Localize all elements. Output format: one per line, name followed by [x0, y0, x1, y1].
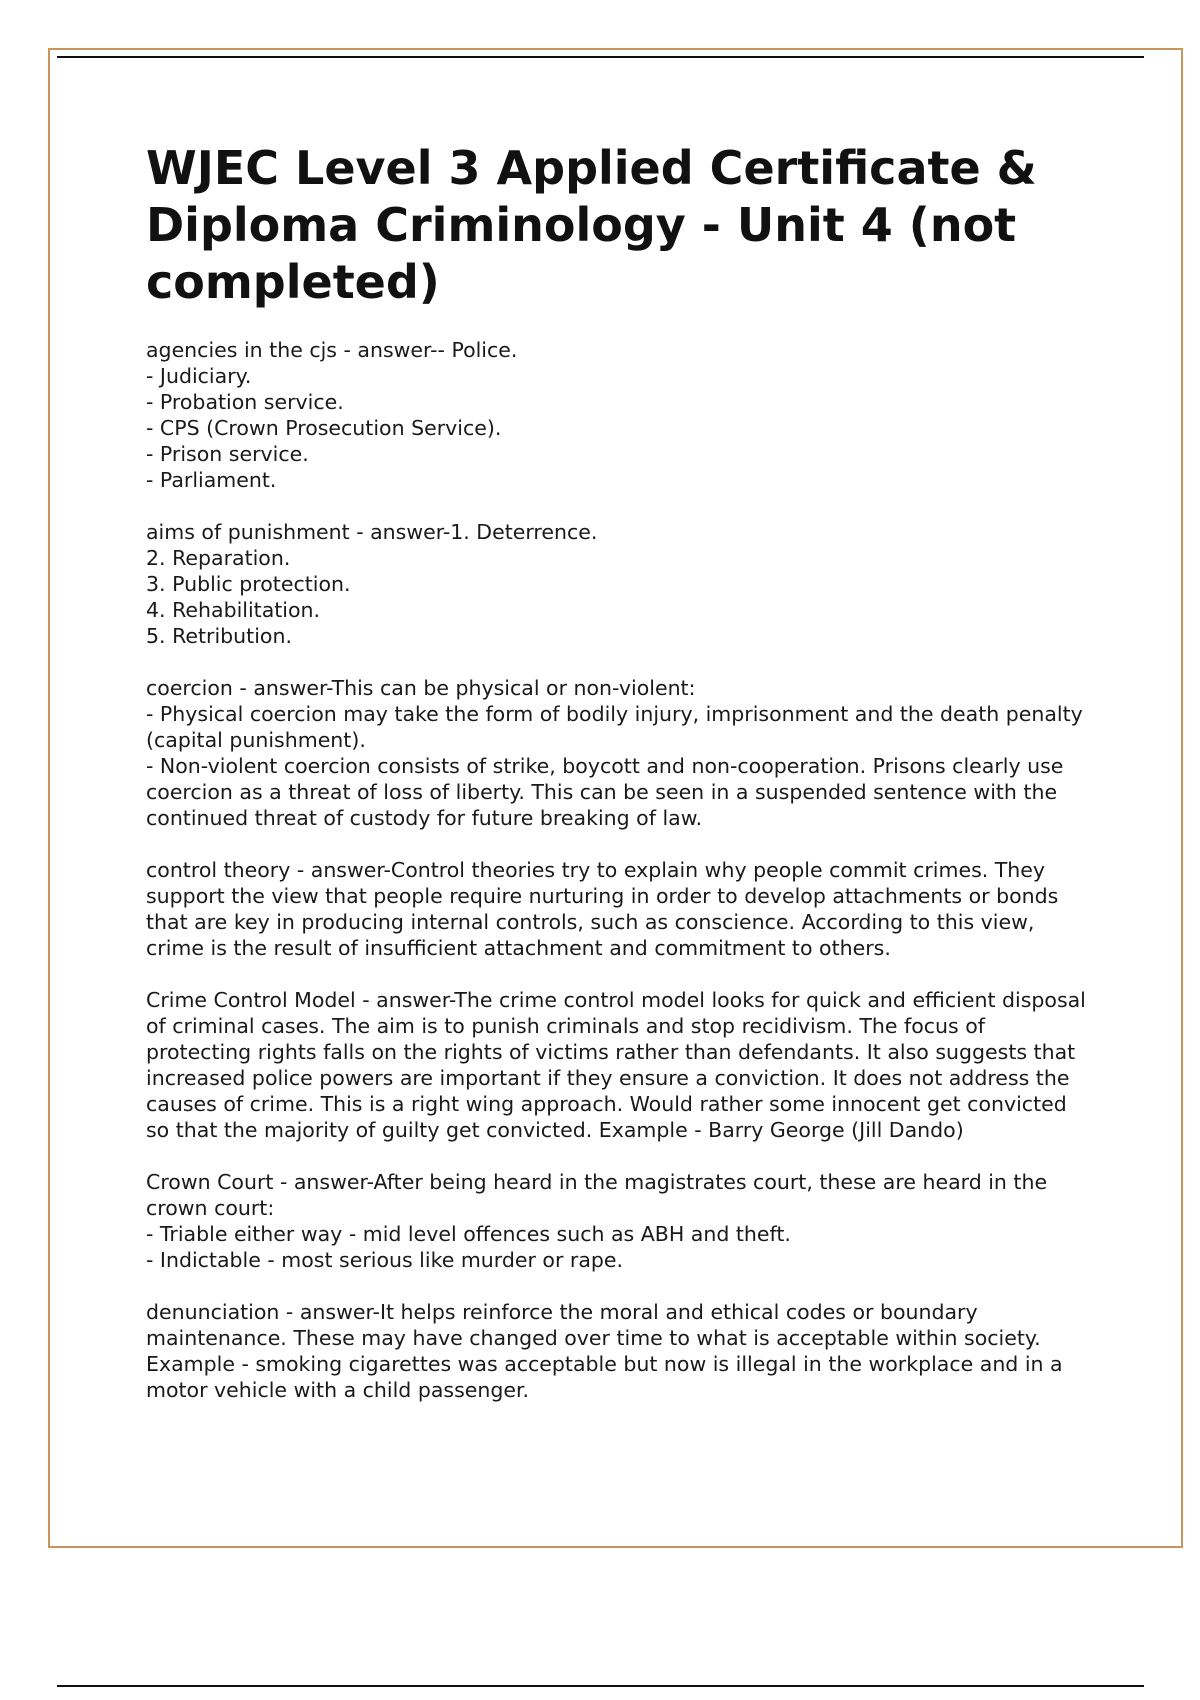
entry-line: - Parliament.: [146, 468, 277, 492]
entry-line: Crown Court - answer-After being heard in the magistrates court, these are heard in the crown court:: [146, 1170, 1054, 1220]
entry-control-theory: [146, 857, 1096, 961]
entry-line: coercion - answer-This can be physical or non-violent:: [146, 676, 696, 700]
entry-line: - Indictable - most serious like murder or rape.: [146, 1248, 624, 1272]
entry-line: aims of punishment - answer-1. Deterrence.: [146, 520, 598, 544]
entry-coercion: [146, 675, 1096, 831]
entry-line: 2. Reparation.: [146, 546, 291, 570]
entry-crime-control-model: [146, 987, 1096, 1143]
document-title: WJEC Level 3 Applied Certificate & Diploma Criminology - Unit 4 (not completed): [146, 141, 1037, 309]
entry-denunciation: [146, 1299, 1096, 1403]
bottom-divider: [57, 1685, 1144, 1687]
entry-line: - Judiciary.: [146, 364, 252, 388]
entry-line: 5. Retribution.: [146, 624, 292, 648]
entry-line: control theory - answer-Control theories try to explain why people commit crimes. They support the view that people require nurturing in order to develop attachments or bonds that are key in producing internal controls, such as conscience. According to this view, crime is the result of insufficient attachment and commitment to others.: [146, 858, 1065, 960]
document-body: [146, 140, 1096, 1429]
entry-line: 4. Rehabilitation.: [146, 598, 321, 622]
entry-crown-court: [146, 1169, 1096, 1273]
entry-aims-of-punishment: [146, 519, 1096, 649]
entry-line: 3. Public protection.: [146, 572, 351, 596]
entry-line: - Triable either way - mid level offences such as ABH and theft.: [146, 1222, 791, 1246]
entry-line: Crime Control Model - answer-The crime control model looks for quick and efficient disposal of criminal cases. The aim is to punish criminals and stop recidivism. The focus of protecting rights falls on the rights of victims rather than defendants. It also suggests that increased police powers are important if they ensure a conviction. It does not address the causes of crime. This is a right wing approach. Would rather some innocent get convicted so that the majority of guilty get convicted. Example - Barry George (Jill Dando): [146, 988, 1093, 1142]
entry-agencies-in-the-cjs: [146, 337, 1096, 493]
entry-line: - Probation service.: [146, 390, 344, 414]
entry-line: agencies in the cjs - answer-- Police.: [146, 338, 518, 362]
entry-line: - Physical coercion may take the form of bodily injury, imprisonment and the death penalty (capital punishment).: [146, 702, 1090, 752]
entry-line: - Non-violent coercion consists of strike, boycott and non-cooperation. Prisons clearly use coercion as a threat of loss of liberty. This can be seen in a suspended sentence with the continued threat of custody for future breaking of law.: [146, 754, 1070, 830]
entry-line: - CPS (Crown Prosecution Service).: [146, 416, 502, 440]
entry-line: denunciation - answer-It helps reinforce the moral and ethical codes or boundary maintenance. These may have changed over time to what is acceptable within society. Example - smoking cigarettes was acceptable but now is illegal in the workplace and in a motor vehicle with a child passenger.: [146, 1300, 1070, 1402]
entry-line: - Prison service.: [146, 442, 309, 466]
